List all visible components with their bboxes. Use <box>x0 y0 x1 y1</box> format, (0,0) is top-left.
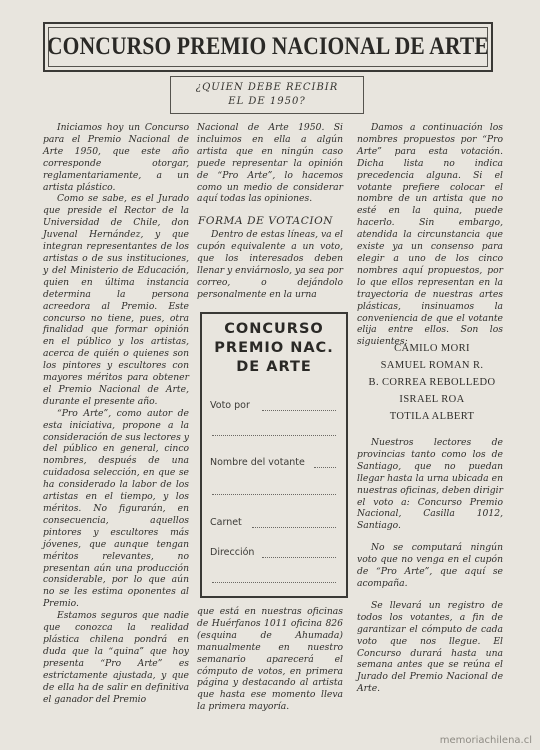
address-line-2 <box>212 582 336 583</box>
paragraph: No se computará ningún voto que no venga en el cupón de “Pro Arte”, que aquí se acompaña. <box>357 542 503 589</box>
column-2-bottom <box>197 606 343 713</box>
voter-name-line <box>314 467 336 468</box>
paragraph: Como se sabe, es el Jurado que preside el Rector de la Universidad de Chile, don Juvenal Hernández, y que integran representantes de los artistas o de sus instituciones, y del Ministerio de Educación, quien en última instancia determina la persona acreedora al Premio. Este concurso no tiene, pues, otra finalidad que formar opinión en el público y los artistas, acerca de quién o quienes son los pintores y escultores con mayores méritos para obtener el Premio Nacional de Arte, durante el presente año. <box>43 193 189 407</box>
subtitle-line-2: EL DE 1950? <box>228 96 306 107</box>
paragraph: Iniciamos hoy un Concurso para el Premio Nacional de Arte 1950, que este año corresponde otorgar, reglamentariamente, a un artista plástico. <box>43 122 189 193</box>
candidate-name: CAMILO MORI <box>394 343 470 354</box>
paragraph: Nuestros lectores de provincias tanto como los de Santiago, que no puedan llegar hasta la urna ubicada en nuestras oficinas, deben dirigir el voto a: Concurso Premio Nacional, Casilla 1012, Santiago. <box>357 437 503 532</box>
candidate-list <box>357 340 507 425</box>
coupon-title <box>202 320 346 377</box>
carnet-line <box>252 527 336 528</box>
address-line <box>262 557 336 558</box>
section-heading: FORMA DE VOTACION <box>198 215 334 227</box>
subtitle-line-1: ¿QUIEN DEBE RECIBIR <box>195 82 339 93</box>
address-label: Dirección <box>210 547 255 558</box>
candidate-name: SAMUEL ROMAN R. <box>380 360 484 371</box>
paragraph: Damos a continuación los nombres propuestos por “Pro Arte” para esta votación. Dicha lista no indica precedencia alguna. Si el votante prefiere colocar el nombre de un artista que no esté en la quina, puede hacerlo. Sin embargo, atendida la circunstancia que existe ya un consenso para elegir a uno de los cinco nombres aquí propuestos, por lo que ellos representan en la trayectoria de nuestras artes plásticas, insinuamos la conveniencia de que el votante elija entre ellos. Son los siguientes: <box>357 122 503 348</box>
column-2-mid <box>197 229 343 300</box>
column-2-top <box>197 122 343 205</box>
candidate-name: TOTILA ALBERT <box>389 411 475 422</box>
title-banner <box>43 22 493 72</box>
paragraph: Estamos seguros que nadie que conozca la realidad plástica chilena pondrá en duda que la “quina” que hoy presenta “Pro Arte” es estrictamente ajustada, y que de ella ha de salir en definitiva el ganador del Premio <box>43 610 189 705</box>
page-title: CONCURSO PREMIO NACIONAL DE ARTE <box>47 33 489 60</box>
vote-for-label: Voto por <box>210 400 250 411</box>
paragraph: “Pro Arte”, como autor de esta iniciativa, propone a la consideración de sus lectores y del público en general, cinco nombres, después de una cuidadosa selección, en que se ha considerado la labor de los artistas en el tiempo, y los méritos. No figurarán, en consecuencia, aquellos pintores y escultores más jóvenes, que aunque tengan méritos relevantes, no presentan aún una producción considerable, por lo que aún no se les estima oponentes al Premio. <box>43 407 189 610</box>
coupon-title-line-2: PREMIO NAC. <box>214 340 334 356</box>
coupon-title-line-1: CONCURSO <box>224 321 324 337</box>
vote-for-line-2 <box>212 435 336 436</box>
subtitle-box <box>170 76 364 114</box>
column-1 <box>43 122 189 705</box>
paragraph: Nacional de Arte 1950. Si incluimos en ella a algún artista que en ningún caso puede representar la opinión de “Pro Arte”, lo hacemos como un medio de considerar aquí todas las opiniones. <box>197 122 343 205</box>
column-3-bottom <box>357 437 503 695</box>
paragraph: Se llevará un registro de todos los votantes, a fin de garantizar el cómputo de cada voto que nos llegue. El Concurso durará hasta una semana antes que se reúna el Jurado del Premio Nacional de Arte. <box>357 599 503 695</box>
watermark-text: memoriachilena.cl <box>439 735 532 746</box>
voter-name-line-2 <box>212 494 336 495</box>
paragraph: Dentro de estas líneas, va el cupón equivalente a un voto, que los interesados deben llenar y enviárnoslo, ya sea por correo, o dejándolo personalmente en la urna <box>197 229 343 300</box>
candidate-name: ISRAEL ROA <box>399 394 465 405</box>
vote-for-line <box>262 410 336 411</box>
column-3-top <box>357 122 503 348</box>
candidate-name: B. CORREA REBOLLEDO <box>368 377 496 388</box>
paragraph: que está en nuestras oficinas de Huérfanos 1011 oficina 826 (esquina de Ahumada) manualmente en nuestro semanario aparecerá el cómputo de votos, en primera página y destacando al artista que hasta ese momento lleva la primera mayoría. <box>197 606 343 713</box>
coupon-title-line-3: DE ARTE <box>236 359 312 375</box>
carnet-label: Carnet <box>210 517 242 528</box>
vote-coupon <box>200 312 348 598</box>
voter-name-label: Nombre del votante <box>210 457 305 468</box>
